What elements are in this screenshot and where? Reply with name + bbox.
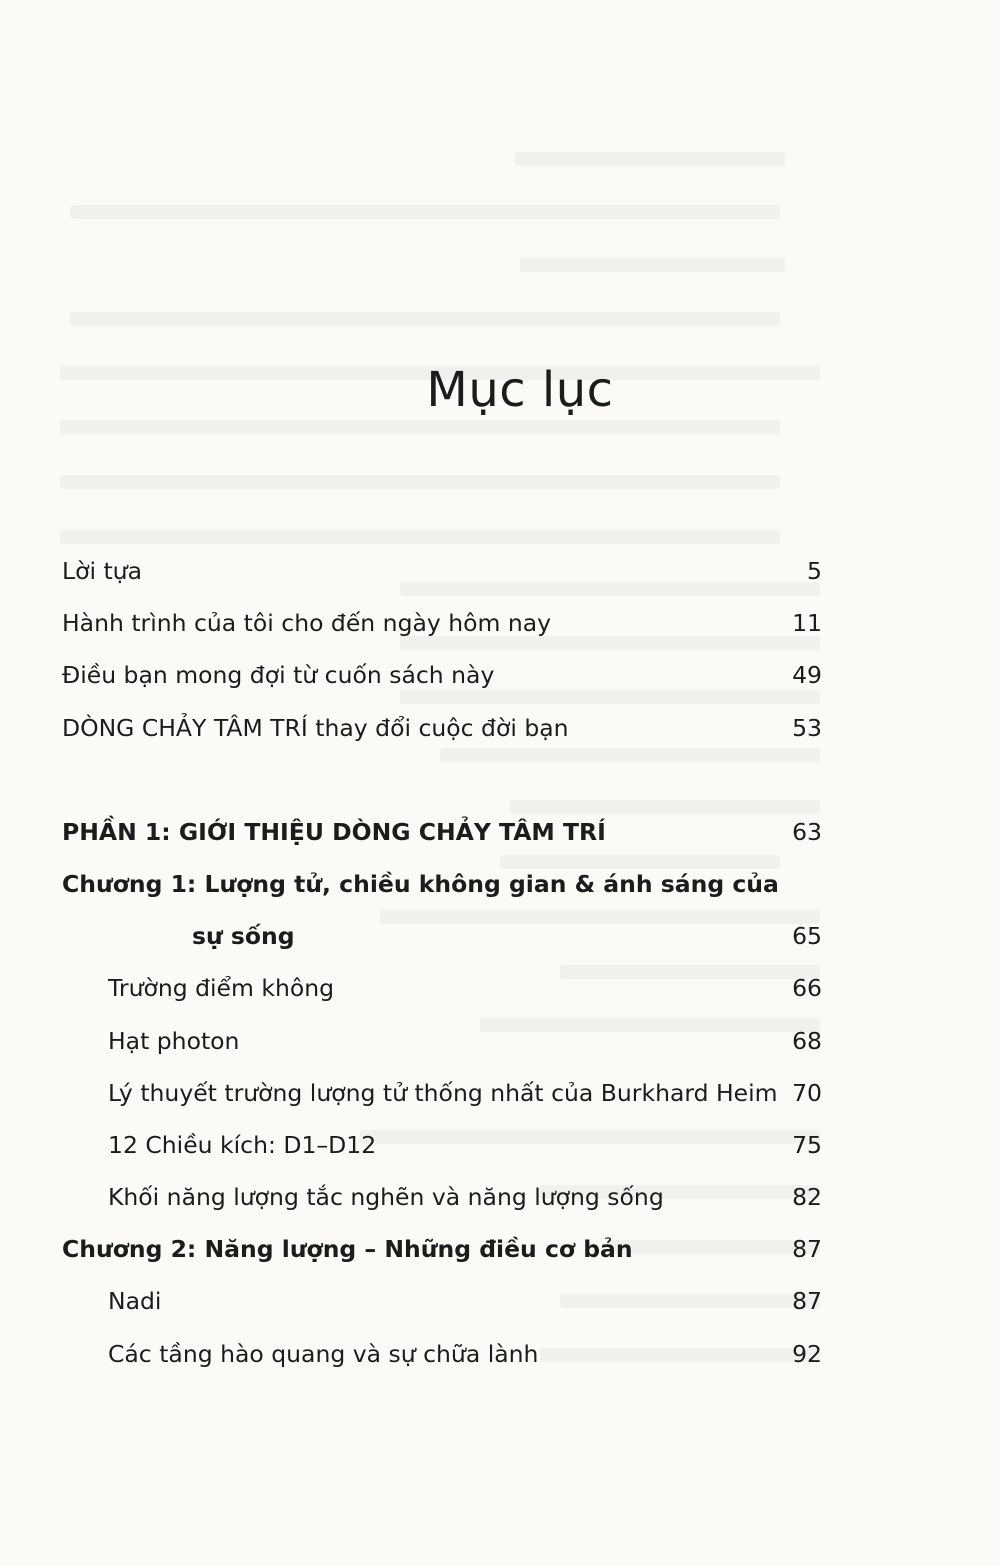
show-through-mark	[515, 152, 785, 166]
toc-chapter-heading	[62, 1226, 822, 1278]
toc-entry-label: DÒNG CHẢY TÂM TRÍ thay đổi cuộc đời bạn	[62, 713, 569, 742]
toc-chapter-label-line2: sự sống	[192, 922, 295, 951]
toc-chapter-page: 87	[792, 1235, 822, 1264]
section-gap	[62, 757, 822, 809]
toc-entry-page: 49	[792, 661, 822, 690]
toc-section-label: 12 Chiều kích: D1–D12	[108, 1130, 377, 1159]
page-title: Mục lục	[426, 362, 614, 418]
toc-section-label: Các tầng hào quang và sự chữa lành	[108, 1339, 539, 1368]
toc-section	[62, 1278, 822, 1330]
table-of-contents	[62, 548, 822, 1383]
toc-entry-page: 5	[807, 557, 822, 585]
toc-section-page: 82	[792, 1183, 822, 1212]
show-through-mark	[70, 312, 780, 326]
show-through-mark	[60, 420, 780, 434]
toc-section-label: Trường điểm không	[108, 974, 335, 1003]
toc-chapter-label-line1: Chương 1: Lượng tử, chiều không gian & ánh sáng của	[62, 869, 779, 898]
toc-part-page: 63	[792, 817, 822, 846]
toc-section	[62, 1122, 822, 1174]
toc-section-label: Hạt photon	[108, 1026, 240, 1055]
toc-entry-label: Điều bạn mong đợi từ cuốn sách này	[62, 661, 495, 690]
toc-section-label: Nadi	[108, 1287, 162, 1316]
toc-section-page: 92	[792, 1339, 822, 1368]
toc-entry-label: Lời tựa	[62, 557, 142, 585]
toc-section-page: 68	[792, 1026, 822, 1055]
show-through-mark	[70, 205, 780, 219]
toc-chapter-heading	[62, 861, 822, 913]
toc-chapter-page: 65	[792, 922, 822, 951]
toc-section-label: Lý thuyết trường lượng tử thống nhất của Burkhard Heim	[108, 1078, 778, 1107]
toc-chapter-heading-continued	[62, 913, 822, 965]
toc-section-page: 66	[792, 974, 822, 1003]
toc-section	[62, 1331, 822, 1383]
toc-entry-page: 53	[792, 713, 822, 742]
toc-entry-label: Hành trình của tôi cho đến ngày hôm nay	[62, 609, 552, 638]
toc-section-page: 75	[792, 1130, 822, 1159]
toc-section-label: Khối năng lượng tắc nghẽn và năng lượng sống	[108, 1183, 664, 1212]
toc-entry	[62, 705, 822, 757]
toc-section-page: 70	[792, 1078, 822, 1107]
toc-entry-page: 11	[792, 609, 822, 638]
toc-section	[62, 1070, 822, 1122]
toc-entry	[62, 652, 822, 704]
toc-section	[62, 1018, 822, 1070]
toc-section	[62, 965, 822, 1017]
toc-part-label: PHẦN 1: GIỚI THIỆU DÒNG CHẢY TÂM TRÍ	[62, 817, 606, 846]
toc-entry	[62, 600, 822, 652]
toc-section	[62, 1174, 822, 1226]
toc-part-heading	[62, 809, 822, 861]
show-through-mark	[520, 258, 785, 272]
toc-section-page: 87	[792, 1287, 822, 1316]
toc-entry	[62, 548, 822, 600]
toc-chapter-label: Chương 2: Năng lượng – Những điều cơ bản	[62, 1235, 633, 1264]
show-through-mark	[60, 530, 780, 544]
show-through-mark	[60, 475, 780, 489]
